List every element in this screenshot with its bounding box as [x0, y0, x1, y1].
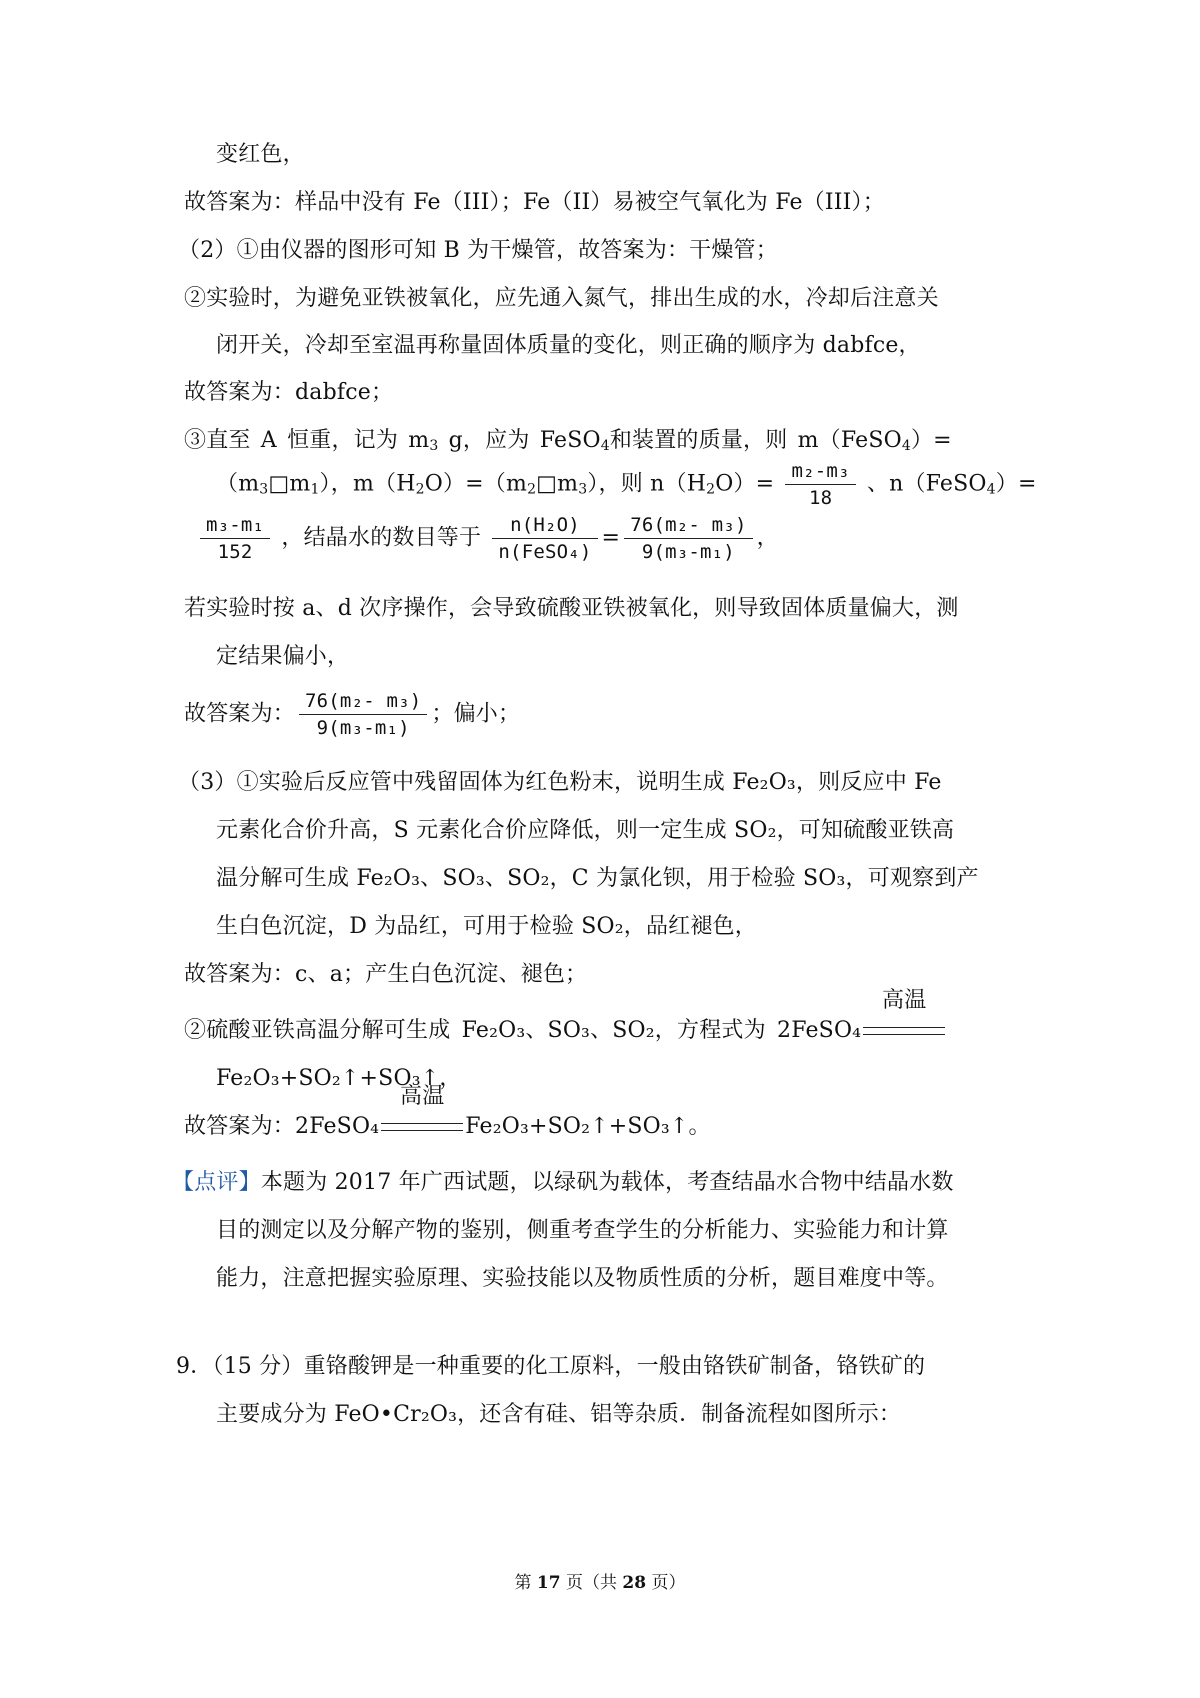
reaction-condition: 高温 — [381, 1112, 463, 1142]
text-line: 故答案为：c、a；产生白色沉淀、褪色； — [184, 962, 588, 987]
comment-tag: 【点评】 — [172, 1170, 261, 1195]
text-line: 故答案为：样品中没有 Fe（III）；Fe（II）易被空气氧化为 Fe（III）； — [184, 190, 885, 215]
reaction-condition: 高温 — [863, 1016, 945, 1046]
text-line: 故答案为：dabfce； — [184, 380, 394, 405]
text-line: 温分解可生成 Fe₂O₃、SO₃、SO₂，C 为氯化钡，用于检验 SO₃，可观察到产 — [216, 866, 979, 891]
fraction-h2o: $\frac{\text{m₂-m₃}}{18}$ — [785, 460, 855, 509]
question-line: 9．（15 分）重铬酸钾是一种重要的化工原料，一般由铬铁矿制备，铬铁矿的 — [176, 1354, 926, 1379]
text-line: 闭开关，冷却至室温再称量固体质量的变化，则正确的顺序为 dabfce， — [216, 333, 921, 358]
text-line: Fe₂O₃+SO₂↑+SO₃↑， — [216, 1066, 462, 1091]
fraction-answer: $\frac{\text{76(m₂- m₃)}}{\text{9(m₃-m₁)}}$ — [299, 690, 427, 739]
text-line: （3）①实验后反应管中残留固体为红色粉末，说明生成 Fe₂O₃，则反应中 Fe — [178, 770, 942, 795]
text-line: （2）①由仪器的图形可知 B 为干燥管，故答案为：干燥管； — [178, 238, 778, 263]
text-line: ②实验时，为避免亚铁被氧化，应先通入氮气，排出生成的水，冷却后注意关 — [184, 286, 939, 311]
text-line: 若实验时按 a、d 次序操作，会导致硫酸亚铁被氧化，则导致固体质量偏大，测 — [184, 596, 959, 621]
text-line: 目的测定以及分解产物的鉴别，侧重考查学生的分析能力、实验能力和计算 — [216, 1218, 949, 1243]
text-line: $\frac{\text{m₃-m₁}}{152}$ ，结晶水的数目等于 $\frac{\text{n(H₂O)}}{\text{n(FeSO₄)}}$ = $\frac{\text{76(m₂- m₃)}}{\text{9(m₃-m₁)}}$ ， — [196, 514, 779, 563]
fraction-ratio-n: $\frac{\text{n(H₂O)}}{\text{n(FeSO₄)}}$ — [492, 514, 597, 563]
comment-line: 【点评】本题为 2017 年广西试题，以绿矾为载体，考查结晶水合物中结晶水数 — [172, 1170, 954, 1195]
page-footer: 第 17 页（共 28 页） — [514, 1573, 686, 1593]
fraction-ratio-m: $\frac{\text{76(m₂- m₃)}}{\text{9(m₃-m₁)}}$ — [624, 514, 752, 563]
text-line: $(m_3□m_1)$，$m(H_2O)=(m_2□m_3)$，则 $n(H_2O)=$ $\frac{\text{m₂-m₃}}{18}$ 、n（FeSO$_4$）= — [216, 460, 1037, 509]
text-line: 故答案为：2FeSO₄ 高温 Fe₂O₃+SO₂↑+SO₃↑。 — [184, 1112, 711, 1142]
text-line: 生白色沉淀，D 为品红，可用于检验 SO₂，品红褪色， — [216, 914, 757, 939]
text-line: 能力，注意把握实验原理、实验技能以及物质性质的分析，题目难度中等。 — [216, 1266, 949, 1291]
fraction-feso4: $\frac{\text{m₃-m₁}}{152}$ — [200, 514, 270, 563]
page-total: 28 — [622, 1573, 647, 1593]
text-line: 变红色， — [216, 142, 305, 167]
text-line: 故答案为： $\frac{\text{76(m₂- m₃)}}{\text{9(m₃-m₁)}}$ ；偏小； — [184, 690, 521, 739]
text-line: ②硫酸亚铁高温分解可生成 Fe₂O₃、SO₃、SO₂，方程式为 2FeSO₄ 高温 — [184, 1016, 947, 1046]
page-number: 17 — [536, 1573, 561, 1593]
text-line: ③直至 A 恒重，记为 $m_3$ g，应为 FeSO$_4$和装置的质量，则 m（FeSO$_4$）= — [184, 428, 952, 454]
question-line: 主要成分为 FeO•Cr₂O₃，还含有硅、铝等杂质．制备流程如图所示： — [216, 1402, 902, 1427]
text-line: 定结果偏小， — [216, 644, 350, 669]
text-line: 元素化合价升高，S 元素化合价应降低，则一定生成 SO₂，可知硫酸亚铁高 — [216, 818, 955, 843]
